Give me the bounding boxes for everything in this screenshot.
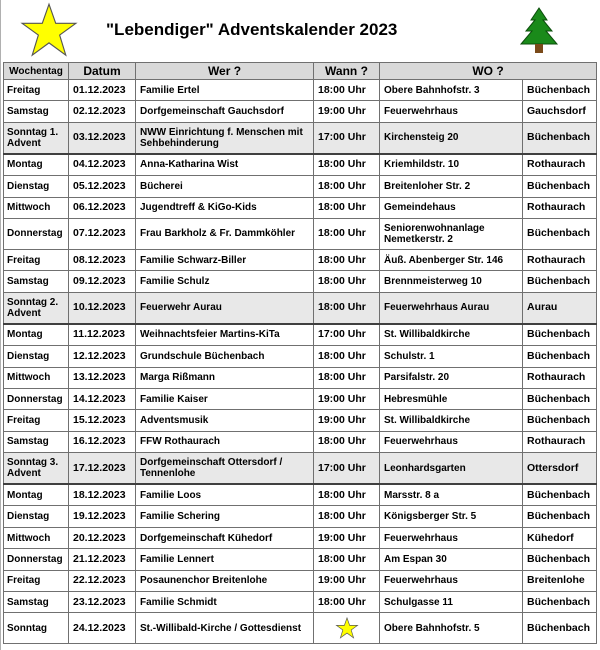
time-cell: 18:00 Uhr [314,346,380,367]
who-cell: St.-Willibald-Kirche / Gottesdienst [136,613,314,644]
time-cell: 18:00 Uhr [314,484,380,506]
time-cell: 18:00 Uhr [314,197,380,218]
place-cell: Büchenbach [523,388,597,409]
weekday-cell: Samstag [4,431,69,452]
weekday-cell: Sonntag 1. Advent [4,122,69,154]
place-cell: Kühedorf [523,527,597,548]
date-cell: 15.12.2023 [69,410,136,431]
who-cell: Familie Schwarz-Biller [136,249,314,270]
place-cell: Büchenbach [523,218,597,249]
weekday-cell: Dienstag [4,176,69,197]
date-cell: 24.12.2023 [69,613,136,644]
weekday-cell: Sonntag 2. Advent [4,292,69,324]
weekday-cell: Mittwoch [4,527,69,548]
place-cell: Rothaurach [523,431,597,452]
place-cell: Büchenbach [523,346,597,367]
time-cell: 17:00 Uhr [314,324,380,346]
place-cell: Büchenbach [523,613,597,644]
time-cell: 18:00 Uhr [314,292,380,324]
header-wer: Wer ? [136,63,314,80]
place-cell: Büchenbach [523,549,597,570]
who-cell: Dorfgemeinschaft Gauchsdorf [136,101,314,122]
where-cell: Schulstr. 1 [380,346,523,367]
weekday-cell: Freitag [4,410,69,431]
weekday-cell: Montag [4,484,69,506]
time-cell: 18:00 Uhr [314,506,380,527]
christmas-tree-icon [514,6,564,56]
table-row [4,292,597,324]
time-cell [314,613,380,644]
place-cell: Rothaurach [523,367,597,388]
where-cell: Seniorenwohnanlage Nemetkerstr. 2 [380,218,523,249]
who-cell: Familie Schmidt [136,592,314,613]
who-cell: Adventsmusik [136,410,314,431]
table-row [4,122,597,154]
time-cell: 19:00 Uhr [314,527,380,548]
date-cell: 21.12.2023 [69,549,136,570]
time-cell: 19:00 Uhr [314,570,380,591]
weekday-cell: Montag [4,324,69,346]
who-cell: Familie Schering [136,506,314,527]
calendar-header [0,0,600,62]
weekday-cell: Mittwoch [4,367,69,388]
header-row [4,63,597,80]
where-cell: Königsberger Str. 5 [380,506,523,527]
table-row [4,367,597,388]
place-cell: Büchenbach [523,176,597,197]
place-cell: Büchenbach [523,592,597,613]
table-row [4,613,597,644]
date-cell: 14.12.2023 [69,388,136,409]
weekday-cell: Freitag [4,80,69,101]
weekday-cell: Mittwoch [4,197,69,218]
place-cell: Rothaurach [523,249,597,270]
date-cell: 23.12.2023 [69,592,136,613]
where-cell: St. Willibaldkirche [380,324,523,346]
date-cell: 16.12.2023 [69,431,136,452]
date-cell: 22.12.2023 [69,570,136,591]
who-cell: Dorfgemeinschaft Kühedorf [136,527,314,548]
weekday-cell: Sonntag 3. Advent [4,453,69,485]
table-row [4,154,597,176]
place-cell: Breitenlohe [523,570,597,591]
date-cell: 07.12.2023 [69,218,136,249]
place-cell: Büchenbach [523,410,597,431]
place-cell: Aurau [523,292,597,324]
where-cell: Am Espan 30 [380,549,523,570]
weekday-cell: Freitag [4,249,69,270]
table-row [4,431,597,452]
date-cell: 01.12.2023 [69,80,136,101]
who-cell: Familie Lennert [136,549,314,570]
who-cell: Familie Kaiser [136,388,314,409]
who-cell: Marga Rißmann [136,367,314,388]
weekday-cell: Samstag [4,101,69,122]
where-cell: Brennmeisterweg 10 [380,271,523,292]
time-cell: 18:00 Uhr [314,154,380,176]
place-cell: Gauchsdorf [523,101,597,122]
time-cell: 19:00 Uhr [314,410,380,431]
table-row [4,410,597,431]
weekday-cell: Samstag [4,592,69,613]
table-row [4,80,597,101]
date-cell: 05.12.2023 [69,176,136,197]
header-wo: WO ? [380,63,597,80]
who-cell: Jugendtreff & KiGo-Kids [136,197,314,218]
who-cell: NWW Einrichtung f. Menschen mit Sehbehinderung [136,122,314,154]
where-cell: Leonhardsgarten [380,453,523,485]
date-cell: 04.12.2023 [69,154,136,176]
date-cell: 03.12.2023 [69,122,136,154]
table-row [4,506,597,527]
table-row [4,101,597,122]
place-cell: Büchenbach [523,271,597,292]
table-row [4,249,597,270]
star-icon [335,617,359,639]
where-cell: Obere Bahnhofstr. 5 [380,613,523,644]
time-cell: 18:00 Uhr [314,249,380,270]
who-cell: FFW Rothaurach [136,431,314,452]
where-cell: Marsstr. 8 a [380,484,523,506]
where-cell: Obere Bahnhofstr. 3 [380,80,523,101]
time-cell: 17:00 Uhr [314,122,380,154]
time-cell: 18:00 Uhr [314,176,380,197]
place-cell: Büchenbach [523,506,597,527]
time-cell: 18:00 Uhr [314,592,380,613]
who-cell: Posaunenchor Breitenlohe [136,570,314,591]
table-row [4,218,597,249]
time-cell: 19:00 Uhr [314,388,380,409]
table-row [4,484,597,506]
date-cell: 09.12.2023 [69,271,136,292]
who-cell: Bücherei [136,176,314,197]
who-cell: Frau Barkholz & Fr. Dammköhler [136,218,314,249]
where-cell: Feuerwehrhaus Aurau [380,292,523,324]
place-cell: Ottersdorf [523,453,597,485]
who-cell: Anna-Katharina Wist [136,154,314,176]
place-cell: Rothaurach [523,197,597,218]
table-row [4,592,597,613]
date-cell: 12.12.2023 [69,346,136,367]
weekday-cell: Dienstag [4,346,69,367]
where-cell: Feuerwehrhaus [380,527,523,548]
where-cell: Kirchensteig 20 [380,122,523,154]
where-cell: Feuerwehrhaus [380,570,523,591]
who-cell: Feuerwehr Aurau [136,292,314,324]
where-cell: Breitenloher Str. 2 [380,176,523,197]
date-cell: 19.12.2023 [69,506,136,527]
table-row [4,527,597,548]
where-cell: Parsifalstr. 20 [380,367,523,388]
date-cell: 11.12.2023 [69,324,136,346]
date-cell: 02.12.2023 [69,101,136,122]
weekday-cell: Donnerstag [4,388,69,409]
time-cell: 18:00 Uhr [314,80,380,101]
date-cell: 06.12.2023 [69,197,136,218]
where-cell: Gemeindehaus [380,197,523,218]
place-cell: Büchenbach [523,80,597,101]
table-row [4,346,597,367]
weekday-cell: Dienstag [4,506,69,527]
weekday-cell: Donnerstag [4,218,69,249]
time-cell: 18:00 Uhr [314,271,380,292]
where-cell: Feuerwehrhaus [380,101,523,122]
place-cell: Büchenbach [523,324,597,346]
time-cell: 18:00 Uhr [314,367,380,388]
time-cell: 18:00 Uhr [314,431,380,452]
weekday-cell: Donnerstag [4,549,69,570]
header-wochentag: Wochentag [4,63,69,80]
who-cell: Dorfgemeinschaft Ottersdorf / Tennenlohe [136,453,314,485]
table-row [4,271,597,292]
where-cell: Feuerwehrhaus [380,431,523,452]
where-cell: Kriemhildstr. 10 [380,154,523,176]
weekday-cell: Montag [4,154,69,176]
date-cell: 17.12.2023 [69,453,136,485]
where-cell: Schulgasse 11 [380,592,523,613]
weekday-cell: Freitag [4,570,69,591]
page-title: "Lebendiger" Adventskalender 2023 [106,20,398,39]
where-cell: Hebresmühle [380,388,523,409]
time-cell: 18:00 Uhr [314,218,380,249]
where-cell: Äuß. Abenberger Str. 146 [380,249,523,270]
header-wann: Wann ? [314,63,380,80]
who-cell: Familie Ertel [136,80,314,101]
table-row [4,176,597,197]
time-cell: 18:00 Uhr [314,549,380,570]
weekday-cell: Sonntag [4,613,69,644]
header-datum: Datum [69,63,136,80]
place-cell: Büchenbach [523,484,597,506]
table-row [4,324,597,346]
star-icon [20,2,78,58]
table-row [4,388,597,409]
calendar-table [3,62,597,644]
table-row [4,453,597,485]
table-row [4,197,597,218]
who-cell: Familie Loos [136,484,314,506]
who-cell: Familie Schulz [136,271,314,292]
who-cell: Weihnachtsfeier Martins-KiTa [136,324,314,346]
time-cell: 19:00 Uhr [314,101,380,122]
where-cell: St. Willibaldkirche [380,410,523,431]
date-cell: 10.12.2023 [69,292,136,324]
date-cell: 13.12.2023 [69,367,136,388]
date-cell: 18.12.2023 [69,484,136,506]
table-row [4,549,597,570]
place-cell: Rothaurach [523,154,597,176]
table-row [4,570,597,591]
weekday-cell: Samstag [4,271,69,292]
who-cell: Grundschule Büchenbach [136,346,314,367]
date-cell: 08.12.2023 [69,249,136,270]
time-cell: 17:00 Uhr [314,453,380,485]
date-cell: 20.12.2023 [69,527,136,548]
place-cell: Büchenbach [523,122,597,154]
